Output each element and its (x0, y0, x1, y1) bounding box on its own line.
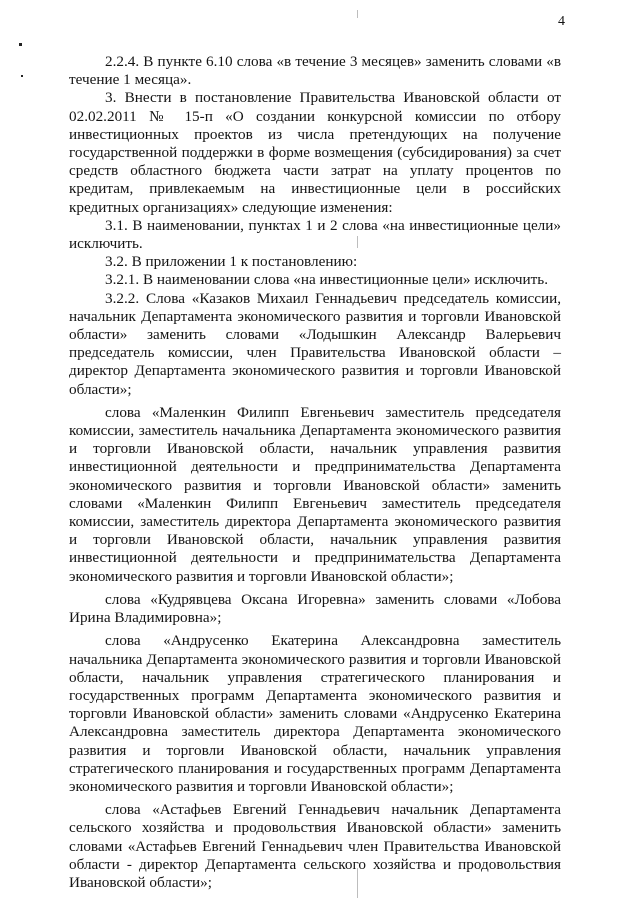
paragraph-3: 3. Внести в постановление Правительства Ивановской области от 02.02.2011 № 15-п «О создании конкурсной комиссии по отбору инвестиционных проектов из числа претендующих на получение государственной поддержки в форме возмещения (субсидирования) за счет средств областного бюджета части затрат на уплату процентов по кредитам, привлекаемым на инвестиционные цели в российских кредитных организациях» следующие изменения: (69, 89, 561, 216)
paragraph-malenkin: слова «Маленкин Филипп Евгеньевич заместитель председателя комиссии, заместитель начальника Департамента экономического развития и торговли Ивановской области, начальник управления развития инвестиционной деятельности и предпринимательства Департамента экономического развития и торговли Ивановской области» заменить словами «Маленкин Филипп Евгеньевич заместитель председателя комиссии, заместитель директора Департамента экономического развития и торговли Ивановской области, начальник управления развития инвестиционной деятельности и предпринимательства Департамента экономического развития и торговли Ивановской области»; (69, 403, 561, 585)
paragraph-andrusenko: слова «Андрусенко Екатерина Александровна заместитель начальника Департамента экономического развития и торговли Ивановской области, начальник управления стратегического планирования и государственных программ Департамента экономического развития и торговли Ивановской области» заменить словами «Андрусенко Екатерина Александровна заместитель директора Департамента экономического развития и торговли Ивановской области, начальник управления стратегического планирования и государственных программ Департамента экономического развития и торговли Ивановской области»; (69, 632, 561, 795)
scan-artifact-line (357, 10, 358, 18)
document-body (69, 53, 561, 892)
page-number: 4 (558, 14, 565, 29)
paragraph-astafyev: слова «Астафьев Евгений Геннадьевич начальник Департамента сельского хозяйства и продовольствия Ивановской области» заменить словами «Астафьев Евгений Геннадьевич член Правительства Ивановской области - директор Департамента сельского хозяйства и продовольствия Ивановской области»; (69, 801, 561, 891)
paragraph-kudryavtseva: слова «Кудрявцева Оксана Игоревна» заменить словами «Лобова Ирина Владимировна»; (69, 590, 561, 627)
paragraph-3-2: 3.2. В приложении 1 к постановлению: (105, 253, 358, 271)
scan-artifact-mark (19, 43, 22, 46)
paragraph-3-2-1: 3.2.1. В наименовании слова «на инвестиционные цели» исключить. (105, 271, 549, 289)
scan-artifact-mark (21, 75, 23, 77)
paragraph-3-1: 3.1. В наименовании, пунктах 1 и 2 слова «на инвестиционные цели» исключить. (69, 216, 561, 253)
paragraph-2-2-4: 2.2.4. В пункте 6.10 слова «в течение 3 месяцев» заменить словами «в течение 1 месяца». (69, 53, 561, 89)
paragraph-3-2-2: 3.2.2. Слова «Казаков Михаил Геннадьевич председатель комиссии, начальник Департамента экономического развития и торговли Ивановской области» заменить словами «Лодышкин Александр Валерьевич председатель комиссии, член Правительства Ивановской области – директор Департамента экономического развития и торговли Ивановской области»; (69, 289, 561, 398)
